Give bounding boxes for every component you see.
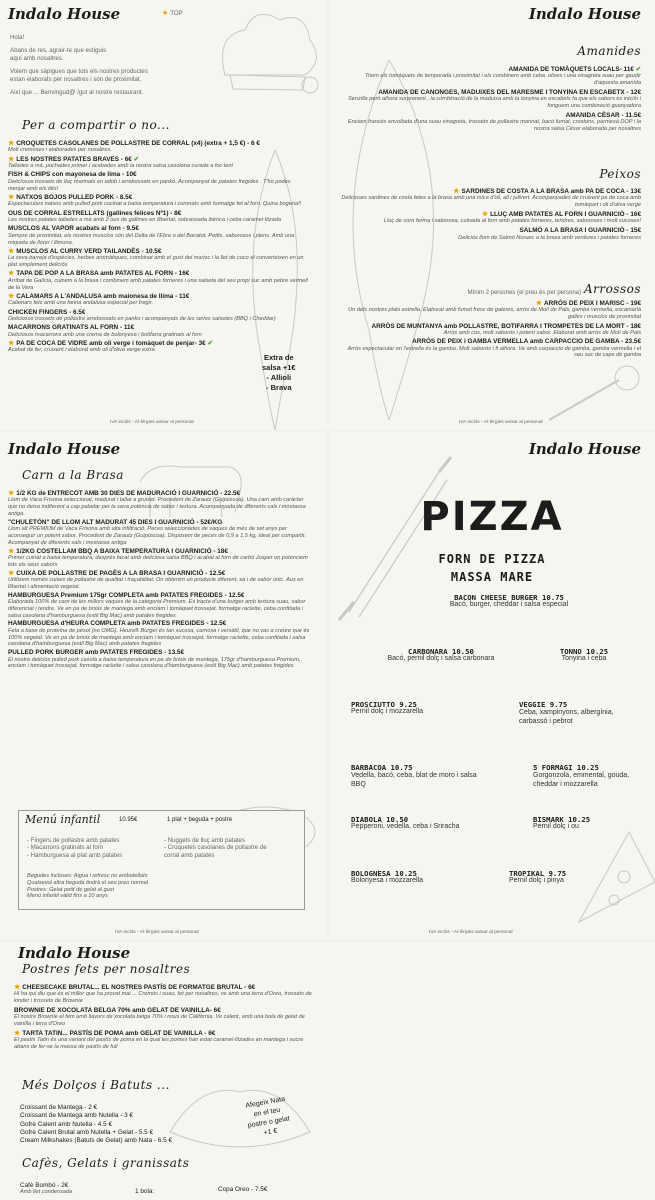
kids-notes: Begudes incloses: Aigua i refresc no embotellats Qualsevol altra beguda tindrà el seu preu normal Postres: Gelat petit de gelat al gust Menú infantil vàlid fins a 10 anys [27,873,148,900]
menu-item-description: Elaborada 100% de carn de les millors vaques de la categoria Premium. Es tracta d'una burger amb textura suau, sabor diferenciat i tendre. Ve en pa de brioix de mantega amb enciam i tomàquet trossejat, formatge raclette, ceba confitada i salsa casolana d'hamburguesa (estil Big Mac) amb patates fregides [8,599,306,619]
starters-list [8,140,308,356]
kids-menu-price: 10.95€ [119,817,138,823]
menu-item [8,140,308,154]
menu-item [8,293,308,307]
vegetarian-check-icon: ✔ [633,66,641,73]
menu-item-name: MACARRONS GRATINATS AL FORN - 11€ [8,324,135,332]
coffee-list: Cafè Bombó - 2€ Amb llet condensada [20,1182,73,1196]
menu-item [8,490,313,518]
star-icon: ★ [8,569,15,577]
menu-item-description: Espectaculars natxos amb pulled pork cocinat a baixa temperatura i coronats amb formatge fet al forn. Quina bogeria!! [8,201,302,208]
menu-item-description: Deliciosos trossets de lluç marinats en adob i arrebossats en panko. Acompanyat de patates fregides . T'ho podes menjar amb els dits! [8,178,291,192]
star-icon: ★ [8,547,15,555]
menu-item-description: Deliciosos macarrons amb una crema de bolonyesa i botifarra gratinats al forn [8,331,202,338]
menu-item [341,227,641,241]
menu-item-description: Triem els tomàquets de temporada i proximitat i els combinem amb ceba, olives i una vinagreta suau per gaudir d'aquesta amanida [365,73,641,87]
menu-item-name: SALMÓ A LA BRASA I GUARNICIÓ - 15€ [519,227,641,235]
section-title-coffee: Cafès, Gelats i granissats [22,1156,190,1170]
menu-page-desserts [0,942,655,1200]
section-title-salads: Amanides [577,44,641,58]
pizza-item: BARBACOA 10.75 Vedella, bacó, ceba, blat de moro i salsa BBQ [351,763,477,789]
menu-item [8,340,308,354]
menu-item-name: PA DE COCA DE VIDRE amb oli verge i tomàquet de penjar- 3€ [16,339,206,347]
menu-item-description: Utilitzem només cuixes de pollastre de qualitat i traçabilitat. On obtenim un producte diferent, sa i de sabor únic. Aus en llibertat i alimentació vegetal. [8,577,304,590]
menu-item-description: Senzilla però alhora sorprenent , la combinació de la maduixa amb la tonyina en escabetx fa que els sabors es iniciïn i fonguem una combinació guanyadora [348,96,641,110]
footer-note: IVA inclós - Al·lèrgies avisar al personal [459,420,543,425]
menu-item [8,156,308,170]
star-icon: ★ [453,188,460,195]
pizza-subtitle-oven: FORN DE PIZZA [438,552,546,566]
pizza-item: BACON CHEESE BURGER 10.75 Bacó, burger, cheddar i salsa especial [449,593,569,609]
menu-item-description: Enciam francès envoltada d'una suau vinagreta, trossets de pollastre marinat, bacó fumat, crostons, parmesà DOP i la nostra salsa César elaborada per nosaltres [347,119,641,133]
menu-item-name: "CHULETÓN" DE LLOM ALT MADURAT 45 DIES I GUARNICIÓ - 52€/KG [8,518,223,526]
menu-item-name: LLUÇ AMB PATATES AL FORN I GUARNICIÓ - 16€ [490,211,641,218]
menu-item-description: Hi ha qui diu que és el millor que ha provat mai ... Cremós i suau, fet per nosaltres, ve amb una terra d'Oreo, trossets de kinder i trossets de Brownie [14,991,312,1005]
fork-pasta-sketch [549,360,649,425]
section-title-sweets: Més Dolços i Batuts ... [22,1078,170,1092]
menu-item-description: Deliciós llom de Salmó Noruec a la brasa amb verdures i patates forneres [458,234,641,241]
star-icon: ★ [8,270,15,278]
menu-item [341,66,641,87]
menu-item-name: CROQUETES CASOLANES DE POLLASTRE DE CORRAL (x4) (extra + 1,5 €) - 6 € [16,140,260,147]
section-title-sharing: Per a compartir o no... [22,118,170,132]
restaurant-logo: Indalo House [18,944,131,962]
menu-item [8,548,313,569]
menu-item-description: Les nostres patates tallades a mà amb 2 ous de gallines en llibertat, sobrassada ibèrica i ceba caramel·litzada [8,217,282,224]
menu-item-description: El nostre Brownie el fem amb llavors de xocolata belga 70% i nous de Califòrnia. Ve calent, amb una bola de gelat de vainilla i terra d'Oreo [14,1014,305,1028]
extra-sauce-box: Extra de salsa +1€ - Allioli - Brava [262,353,296,392]
menu-item-name: OUS DE CORRAL ESTRELLATS (gallines felices Nº1) - 8€ [8,209,182,217]
menu-item [8,171,308,192]
menu-item-name: TARTA TATIN... PASTÍS DE POMA amb GELAT DE VAINILLA - 6€ [22,1030,216,1037]
menu-item-description: Tallades a mà, pochades primer i acabades amb la nostra salsa casolana curada a foc lent [8,163,233,170]
menu-item-name: CUIXA DE POLLASTRE DE PAGÈS A LA BRASA I GUARNICIÓ - 12.5€ [16,569,226,577]
pizza-item: CARBONARA 10.50 Bacó, pernil dolç i salsa carbonara [387,647,495,663]
restaurant-logo: Indalo House [528,440,641,458]
menu-item-description: Un dels nostres plats estrella. Elaborat amb fumet fresc de galeres, arròs de Molí de Pals, gamba vermella, escamarlà galles i musclos de proximitat [348,307,641,321]
fish-list [341,188,641,243]
star-icon: ★ [8,339,15,347]
kids-menu-box [18,810,305,910]
menu-item-name: AMANIDA CÈSAR - 11.5€ [565,112,641,119]
pizza-item: 5 FORMAGI 10.25 Gorgonzola, emmental, gouda, cheddar i mozzarella [533,763,630,789]
menu-item-description: Calamars fets amb una farina andalusa especial per fregir. [8,300,153,307]
menu-item-description: La seva barreja d'espècies, herbes aromàtiques, combinat amb el gust del marisc i la llet de coco el converteixen en un plat simplement deliciós [8,255,304,269]
menu-item-description: Feta a base de proteïna de pèsol (no OMG). Heura® Burger és tan sucosa, carnosa i versàtil, que no vas a creure que és 100% vegetal. Ve en pa de brioix de mantega amb enciam i tomàquet trossejat, formatge raclette, ceba confitada i salsa casolana d'hamburguesa (estil Big Mac) amb patates fregides [8,627,310,648]
menu-page-grill [0,432,327,940]
desserts-list [14,984,314,1053]
restaurant-logo: Indalo House [8,5,121,23]
menu-item-name: 1/2KG COSTELLAM BBQ A BAIXA TEMPERATURA I GUARNICIÓ - 18€ [16,547,228,555]
menu-item-name: LES NOSTRES PATATES BRAVES - 6€ [16,155,132,163]
restaurant-logo: Indalo House [8,440,121,458]
menu-item-name: PULLED PORK BURGER amb PATATES FREGIDES - 13.5€ [8,649,185,657]
menu-item [8,225,308,246]
menu-item [341,112,641,133]
star-icon: ★ [8,193,15,201]
section-title-fish: Peixos [599,167,641,181]
pizza-item: TROPIKAL 9.75 Pernil dolç i pinya [509,869,567,885]
menu-item-name: CHICKEN FINGERS - 6.5€ [8,308,86,316]
menu-item-name: HAMBURGUESA d'HEURA COMPLETA amb PATATES FREGIDES - 12.5€ [8,620,227,628]
menu-item-name: SARDINES DE COSTA A LA BRASA amb PA DE COCA - 13€ [461,188,641,195]
menu-item-name: CHEESECAKE BRUTAL... EL NOSTRES PASTÍS DE FORMATGE BRUTAL - 6€ [22,984,256,991]
kids-menu-subtitle: 1 plat + beguda + postre [167,817,233,823]
pizza-item: TONNO 10.25 Tonyina i ceba [559,647,609,663]
star-icon: ★ [8,247,15,255]
menu-item-name: TAPA DE POP A LA BRASA amb PATATES AL FORN - 16€ [16,270,190,278]
menu-item-name: 1/2 KG de ENTRECOT AMB 30 DIES DE MADURACIÓ I GUARNICIÓ - 22.5€ [16,490,241,497]
footer-note: IVA inclós - Al·lèrgies avisar al personal [115,930,199,935]
kids-options-right: - Nuggets de lluç amb patates - Croquetes casolanes de pollastre de corral amb patates [164,837,267,859]
menu-item-name: AMANIDA DE CANONGES, MADUIXES DEL MARESME I TONYINA EN ESCABETX - 12€ [378,89,641,96]
menu-item-name: FISH & CHIPS con mayonesa de lima - 10€ [8,171,137,179]
menu-item-description: Arròs espectacular on l'estrella és la gamba. Molt saborós i fi alhora. Ve amb carpaccio de gamba, gamba vermella i el seu suc de caps de gamba [347,345,641,359]
pizza-item: VEGGIE 9.75 Ceba, xampinyons, albergínia, carbassó i pebrot [519,700,614,726]
menu-item [341,300,641,321]
menu-item-name: ARRÒS DE PEIX i GAMBA VERMELLA amb CARPACCIO DE GAMBA - 23.5€ [412,338,641,346]
menu-item [341,338,641,359]
menu-item-name: NATXOS BOJOS PULLED PORK - 8.5€ [16,193,133,201]
kids-options-left: - Fingers de pollastre amb patates - Macarrons gratinats al forn - Hamburguesa al plat amb patates [27,837,123,859]
menu-item-description: Arribat de Galícia, cuinem a la brasa i combinem amb patates forneres i una salseta del seu propi suc amb pebre vermell de la Vera [8,277,308,291]
menu-page-salads-fish-rice [329,0,655,430]
star-icon: ★ [14,984,21,991]
menu-item [8,309,308,323]
oreo-cup-item: Copa Oreo - 7.5€ [218,1186,268,1193]
menu-item [341,323,641,337]
pizza-title: PIZZA [420,494,564,540]
restaurant-logo: Indalo House [528,5,641,23]
add-cream-note: Afegeix Nata en el teu postre o gelat +1 € [244,1095,291,1137]
pizza-subtitle-dough: MASSA MARE [450,570,534,584]
salads-list [341,66,641,135]
rice-list [341,300,641,361]
star-icon: ★ [162,10,169,17]
star-icon: ★ [8,155,15,163]
star-icon: ★ [14,1030,21,1037]
menu-item-description: Arròs amb cos, molt saborós i potent sabor. Elaborat amb arròs de Molí de Pals [443,329,641,336]
menu-item-description: Llom alt PREMIUM de Vaca Frisona amb alta infiltració. Peces seleccionades de vaques de més de set anys per aconseguir un potent sabor. Procedent de Zarautz (Guipúscoa). Disposem de peces de 0,9 a 1,5 kg, ideal per compartir. Acompanyat de diferents sals i mostassa antiga [8,526,307,546]
kids-menu-title: Menú infantil [25,813,101,826]
menu-item-description: Acabat de fer, cruixent i elaborat amb oli d'oliva verge extra. [8,347,157,354]
star-icon: ★ [535,300,543,307]
menu-item-name: ARRÒS DE PEIX I MARISC - 19€ [544,300,641,307]
menu-item-name: AMANIDA DE TOMÀQUETS LOCALS- 11€ [508,66,634,73]
vegetarian-check-icon: ✔ [205,339,213,347]
menu-item-description: Primer cuinat a baixa temperatura, després facat amb deliciosa salsa BBQ i acabat al forn de carbó Josper on potenciem tots els seus sabors [8,555,308,568]
menu-item [8,592,313,620]
section-title-desserts: Postres fets per nosaltres [22,962,191,976]
menu-item-name: BROWNIE DE XOCOLATA BELGA 70% amb GELAT DE VAINILLA- 6€ [14,1007,221,1014]
menu-item-description: El pastís Tatin és una variant del pastís de poma en la qual les pomes han estat caramel·litzades en mantega i sucre abans de fer-se la massa de pastís de full [14,1037,304,1051]
section-title-rice: Arrossos [583,282,641,296]
menu-item [8,519,313,547]
grill-list [8,490,313,671]
menu-item [8,248,308,269]
star-icon: ★ [481,211,489,218]
menu-item [8,324,308,338]
pizza-item: DIABOLA 10.50 Pepperoni, vedella, ceba i Sriracha [351,815,460,831]
menu-item-name: CALAMARS A L'ANDALUSA amb maionesa de llima - 11€ [16,292,190,300]
menu-item-name: HAMBURGUESA Premium 175gr COMPLETA amb PATATES FREGIDES - 12.5€ [8,591,245,599]
menu-item-description: Deliciosos trossets de pollastre arrebossats en panko i acompanyats de les seves salsetes (BBQ i Cheddar) [8,315,276,322]
footer-note: IVA inclós - Al·lèrgies avisar al personal [110,420,194,425]
star-icon: ★ [8,140,15,147]
menu-item [14,1007,314,1028]
menu-item [341,89,641,110]
pizza-item: BOLOGNESA 10.25 Bolonyesa i mozzarella [351,869,423,885]
menu-item [8,620,313,648]
star-icon: ★ [8,490,15,497]
pizza-item: PROSCIUTTO 9.25 Pernil dolç i mozzarella [351,700,423,716]
menu-item [341,211,641,225]
sweets-list: Croissant de Mantega - 2 € Croissant de Mantega amb Nutella - 3 € Gofre Calent amb Nutella - 4.5 € Gofre Calent Brutal amb Nutella + Gelat - 5.5 € Cream Milkshakes (Batuts de Gelat) amb Nata - 6.5 € [20,1104,173,1145]
ice-cream-scoop-label: 1 bola: [135,1188,155,1195]
menu-item [14,984,314,1005]
footer-note: IVA inclós - Al·lèrgies avisar al personal [429,930,513,935]
pizza-item: BISMARK 10.25 Pernil dolç i ou [533,815,591,831]
top-badge: ★ TOP [162,10,183,17]
vegetarian-check-icon: ✔ [131,155,139,163]
menu-item-description: El nostre deliciós pulled pork casolà a baixa temperatura en pa de brioix de mantega, 175gr d'hamburguesa Premium, enciam i tomàquet trossejat, formatge raclette i salsa casolana d'hamburguesa (estil Big Mac) amb patates fregides [8,656,301,670]
menu-item [8,570,313,591]
menu-item [8,194,308,208]
menu-item [8,649,313,670]
menu-item [8,210,308,224]
menu-item-description: Delicioses sardines de costa fetes a la brasa amb una mica d'oli, all i julivert. Acompanyades de cruixent pa de coca amb tomàquet i oli d'oliva verge [341,195,641,209]
menu-item [14,1030,314,1051]
menu-item [341,188,641,209]
menu-item [8,270,308,291]
menu-item-description: Llom de Vaca Frisona seleccionat, madurat i tallat a gruixet. Procedent de Zarautz (Guipúscoa). Una carn amb caràcter que no deixa indiferent a cap paladar per la seva potència de sabor i textura. Acompanyada de diferents cals i mostassa antiga. [8,497,306,517]
menu-item-name: MUSCLOS AL VAPOR acabats al forn - 9.5€ [8,225,139,233]
intro-text: Hola! Abans de res, agrair-te que estiguis aquí amb nosaltres. Volem que sàpigues que tots els nostres productes estan elaborats per nosaltres i són de proximitat. Així que ... Benvingud@ /gut al nostre restaurant. [10,34,148,97]
menu-item-description: Sempre de proximitat, els nostres musclos són del Delta de l'Ebre o del Bocatot. Petits, saborosos i plens. Amb una miqueta de llorer i llimona. [8,232,295,246]
menu-item-name: MUSCLOS AL CURRY VERD TAILANDÈS - 10.5€ [16,247,162,255]
section-title-grill: Carn a la Brasa [22,468,124,482]
rice-note: Mínim 2 persones (el preu és per persona) [467,290,581,296]
star-icon: ★ [8,292,15,300]
menu-page-starters [0,0,327,430]
menu-item-name: ARRÒS DE MUNTANYA amb POLLASTRE, BOTIFARRA I TROMPETES DE LA MORT - 18€ [371,322,641,330]
menu-item-description: Lluç de corn ferma i saborosa, cuinada al forn amb patates forneres, tendres, saboroses i molt sucoses! [383,218,641,225]
menu-page-pizza [329,432,655,940]
menu-item-description: Molt cremoses i elaborades per nosaltres. [8,147,112,154]
